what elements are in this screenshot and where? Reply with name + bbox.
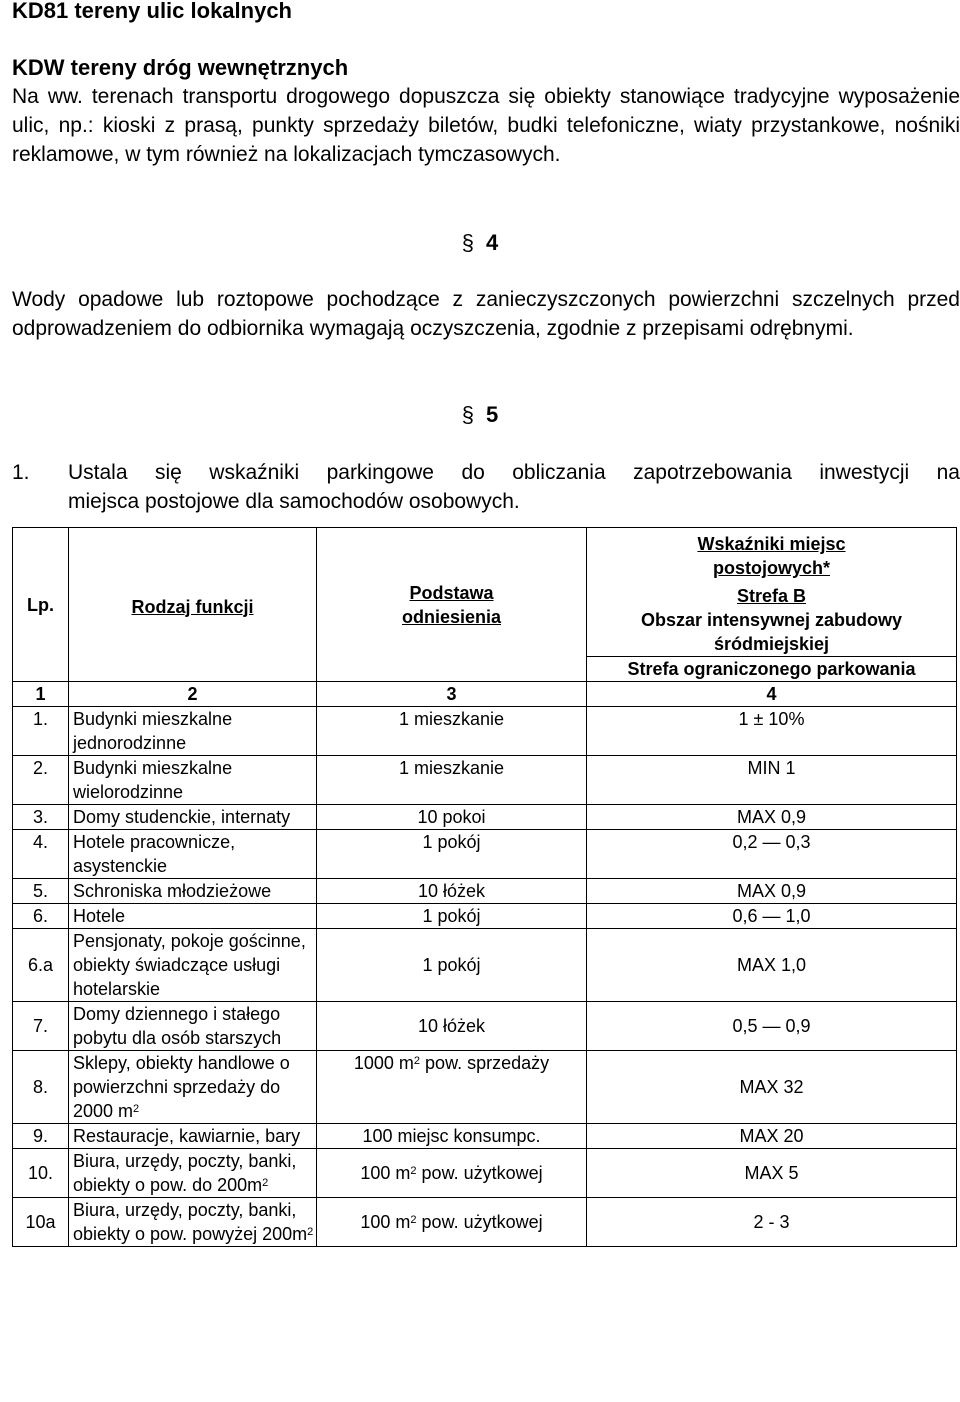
section-number: 4	[486, 230, 499, 255]
index-3: 3	[317, 682, 587, 707]
table-row: 10. Biura, urzędy, poczty, banki, obiekty o pow. do $200m^2$ 100 $m^2$ pow. użytkowej MAX 5	[13, 1149, 957, 1198]
table-row: 10a Biura, urzędy, poczty, banki, obiekty o pow. powyżej $200m^2$ 100 $m^2$ pow. użytkowej 2 - 3	[13, 1198, 957, 1247]
section-4-heading	[0, 230, 960, 256]
header-wskazniki: Wskaźniki miejsc postojowych* Strefa B Obszar intensywnej zabudowy śródmiejskiej Strefa ograniczonego parkowania	[587, 528, 957, 682]
header-strefa-b: Strefa B	[736, 586, 807, 606]
section-number: 5	[486, 402, 499, 427]
section-symbol: §	[461, 230, 474, 255]
list-item-line-1: Ustala się wskaźniki parkingowe do obliczania zapotrzebowania inwestycji na	[68, 461, 960, 484]
header-strefa-ograniczonego: Strefa ograniczonego parkowania	[587, 656, 956, 681]
section-5-heading	[0, 402, 960, 428]
heading-kdw: KDW tereny dróg wewnętrznych	[12, 55, 349, 80]
index-4: 4	[587, 682, 957, 707]
paragraph-section-4: Wody opadowe lub roztopowe pochodzące z zanieczyszczonych powierzchni szczelnych przed odprowadzeniem do odbiornika wymagają oczyszczenia, zgodnie z przepisami odrębnymi.	[12, 288, 960, 340]
list-item-1	[12, 458, 960, 518]
table-row: 6. Hotele 1 pokój 0,6 — 1,0	[13, 904, 957, 929]
list-item-line-2: miejsca postojowe dla samochodów osobowych.	[68, 490, 520, 513]
header-rodzaj-funkcji: Rodzaj funkcji	[69, 528, 317, 682]
index-2: 2	[69, 682, 317, 707]
table-row: 3. Domy studenckie, internaty 10 pokoi MAX 0,9	[13, 805, 957, 830]
header-obszar: Obszar intensywnej zabudowy śródmiejskiej	[640, 610, 903, 654]
table-row: 4. Hotele pracownicze, asystenckie 1 pokój 0,2 — 0,3	[13, 830, 957, 879]
table-row: 9. Restauracje, kawiarnie, bary 100 miejsc konsumpc. MAX 20	[13, 1124, 957, 1149]
paragraph-kdw: Na ww. terenach transportu drogowego dopuszcza się obiekty stanowiące tradycyjne wyposażenie ulic, np.: kioski z prasą, punkty sprzedaży biletów, budki telefoniczne, wiaty przystankowe, nośniki reklamowe, w tym również na lokalizacjach tymczasowych.	[12, 85, 960, 166]
table-row: 8. Sklepy, obiekty handlowe o powierzchni sprzedaży do 2000 $m^2$ 1000 $m^2$ pow. sprzedaży MAX 32	[13, 1051, 957, 1124]
table-row: 6.a Pensjonaty, pokoje gościnne, obiekty świadczące usługi hotelarskie 1 pokój MAX 1,0	[13, 929, 957, 1002]
parking-indicators-table	[12, 527, 957, 1247]
header-podstawa-odniesienia: Podstawa odniesienia	[317, 528, 587, 682]
index-1: 1	[13, 682, 69, 707]
section-symbol: §	[461, 402, 474, 427]
list-item-number: 1.	[12, 461, 30, 484]
table-row: 1. Budynki mieszkalne jednorodzinne 1 mieszkanie 1 ± 10%	[13, 707, 957, 756]
table-row: 5. Schroniska młodzieżowe 10 łóżek MAX 0,9	[13, 879, 957, 904]
table-row: 2. Budynki mieszkalne wielorodzinne 1 mieszkanie MIN 1	[13, 756, 957, 805]
heading-kd81: KD81 tereny ulic lokalnych	[12, 0, 292, 23]
header-lp: Lp.	[13, 528, 69, 682]
table-row: 7. Domy dziennego i stałego pobytu dla osób starszych 10 łóżek 0,5 — 0,9	[13, 1002, 957, 1051]
